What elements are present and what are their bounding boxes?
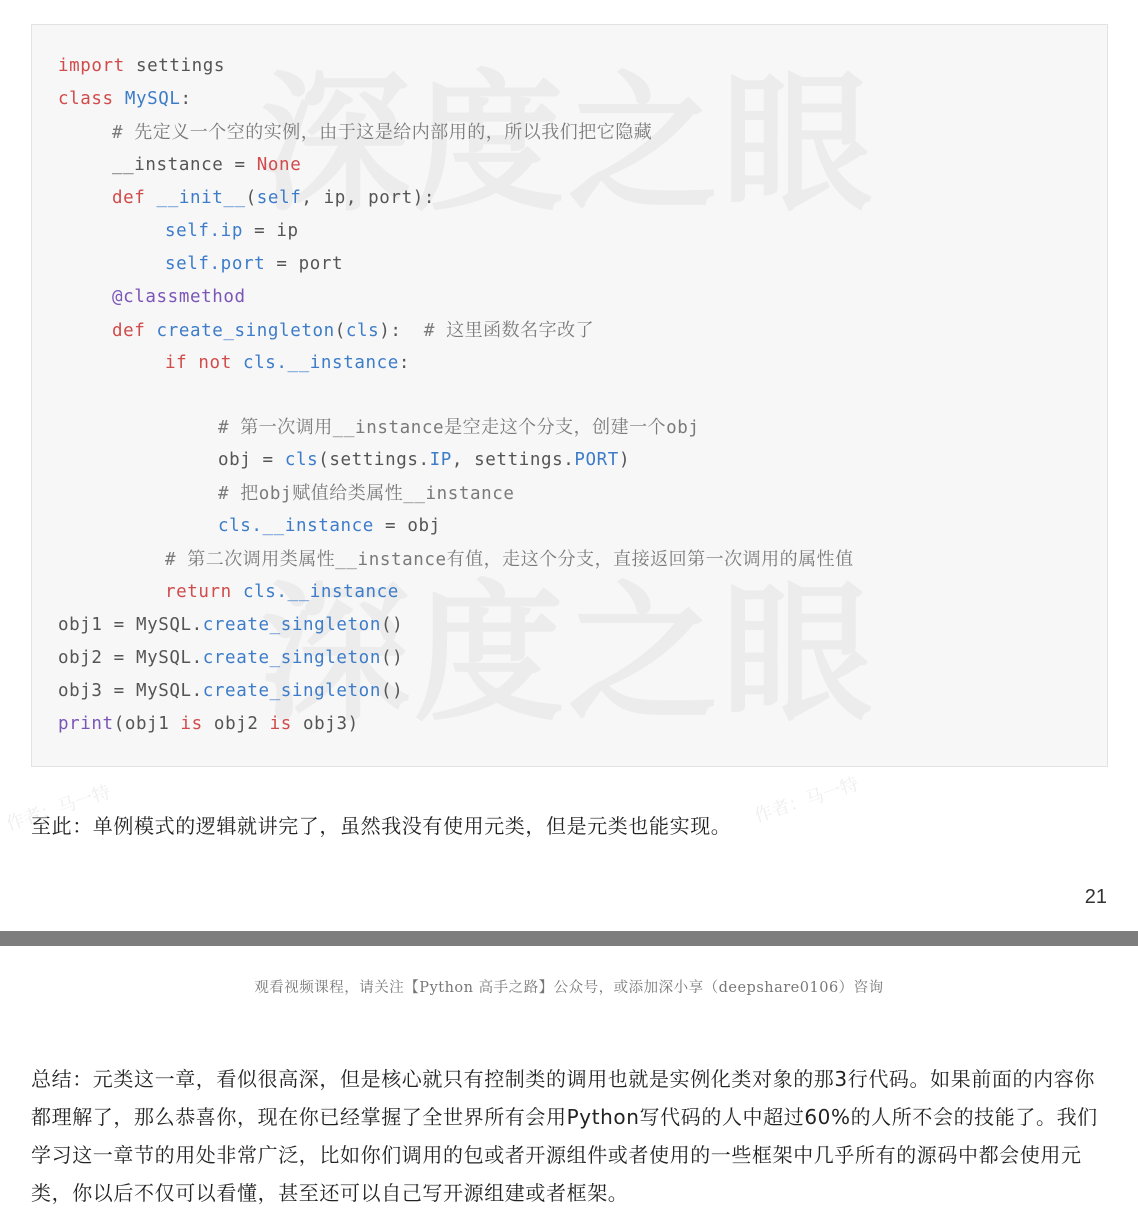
- code-line-6: self.ip = ip: [165, 221, 299, 241]
- code-line-20: print(obj1 is obj2 is obj3): [58, 714, 359, 734]
- code-line-11-comment: # 第一次调用__instance是空走这个分支，创建一个obj: [218, 417, 700, 438]
- watermark-author-left: 作者：马一特: [3, 781, 114, 836]
- code-line-3-comment: # 先定义一个空的实例，由于这是给内部用的，所以我们把它隐藏: [112, 122, 653, 143]
- code-line-5: def __init__(self, ip, port):: [112, 188, 435, 208]
- code-line-14: cls.__instance = obj: [218, 516, 441, 536]
- code-line-8: @classmethod: [112, 287, 246, 307]
- code-line-7: self.port = port: [165, 254, 344, 274]
- code-line-12: obj = cls(settings.IP, settings.PORT): [218, 450, 631, 470]
- code-line-2: class MySQL:: [58, 89, 192, 109]
- code-line-15-comment: # 第二次调用类属性__instance有值，走这个分支，直接返回第一次调用的属性值: [165, 549, 854, 570]
- paragraph-summary: 总结：元类这一章，看似很高深，但是核心就只有控制类的调用也就是实例化类对象的那3行代码。如果前面的内容你都理解了，那么恭喜你，现在你已经掌握了全世界所有会用Python写代码的人中超过60%的人所不会的技能了。我们学习这一章节的用处非常广泛，比如你们调用的包或者开源组件或者使用的一些框架中几乎所有的源码中都会使用元类，你以后不仅可以看懂，甚至还可以自己写开源组建或者框架。: [31, 1067, 1098, 1205]
- watermark-author-right: 作者：马一特: [751, 773, 862, 828]
- page-number: 21: [1084, 886, 1107, 908]
- paragraph-conclusion: 至此：单例模式的逻辑就讲完了，虽然我没有使用元类，但是元类也能实现。: [31, 814, 732, 838]
- page-header-note: 观看视频课程，请关注【Python 高手之路】公众号，或添加深小享（deepshare0106）咨询: [254, 980, 884, 996]
- code-line-4: __instance = None: [112, 155, 302, 175]
- code-line-17: obj1 = MySQL.create_singleton(): [58, 615, 404, 635]
- page-divider: [0, 931, 1138, 946]
- code-line-16: return cls.__instance: [165, 582, 399, 602]
- code-line-9: def create_singleton(cls): # 这里函数名字改了: [112, 320, 595, 341]
- code-line-10: if not cls.__instance:: [165, 353, 411, 373]
- code-block: [31, 24, 1108, 767]
- code-line-19: obj3 = MySQL.create_singleton(): [58, 681, 404, 701]
- code-line-13-comment: # 把obj赋值给类属性__instance: [218, 483, 515, 504]
- code-line-18: obj2 = MySQL.create_singleton(): [58, 648, 404, 668]
- code-line-1: import settings: [58, 56, 226, 76]
